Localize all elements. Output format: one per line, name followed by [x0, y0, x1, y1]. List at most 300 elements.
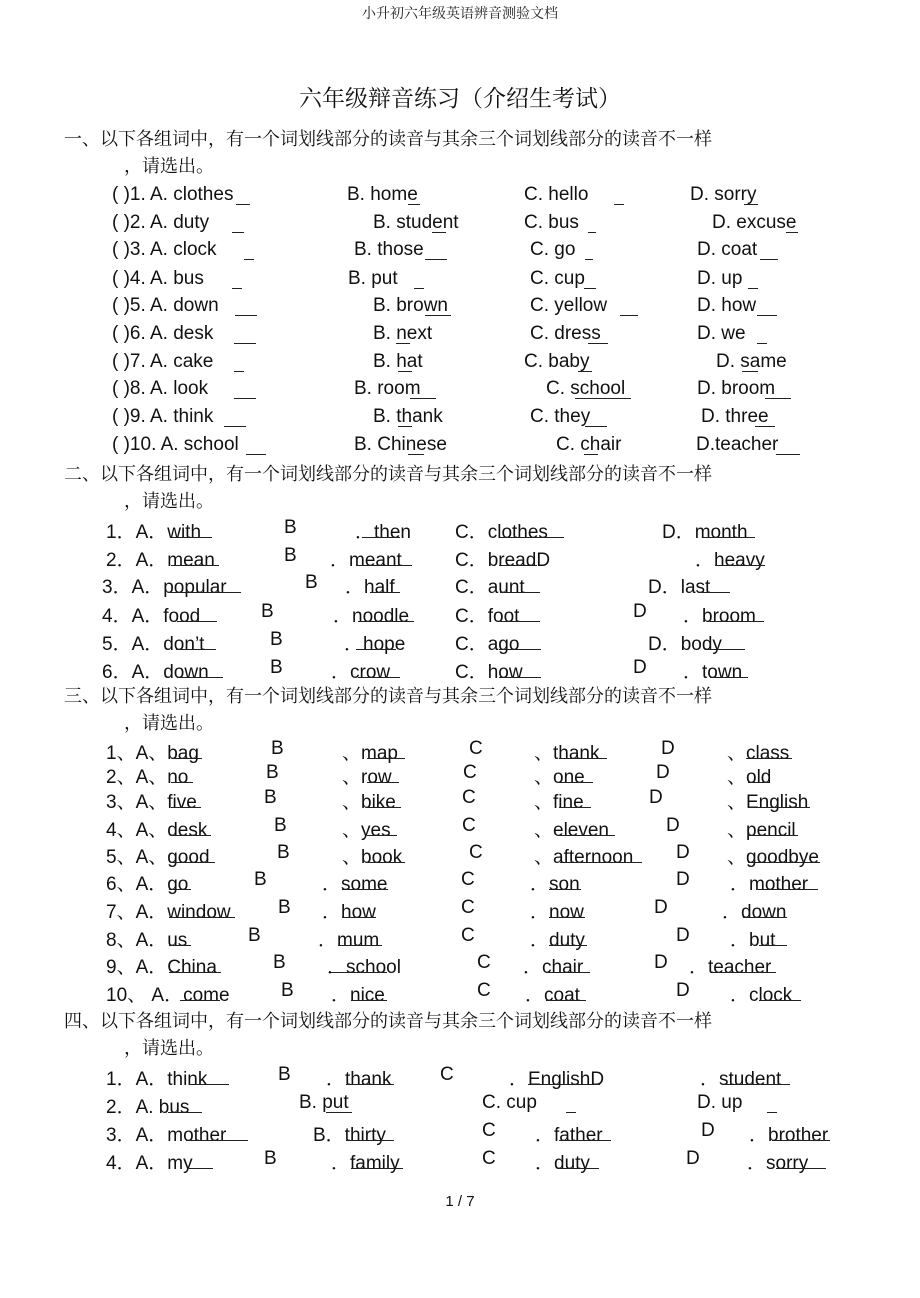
underline-mark: [744, 204, 758, 205]
section4-item-3-part-5: D: [701, 1120, 715, 1141]
section1-item-5-part-4: D. how: [697, 295, 757, 316]
underline-mark: [425, 315, 451, 316]
section3-item-10-part-4: C: [477, 980, 491, 1001]
section3-item-9-part-4: C: [477, 952, 491, 973]
underline-mark: [546, 1000, 586, 1001]
section3-item-6-part-1: 6、A．go: [106, 874, 189, 895]
section1-item-3-part-1: ( )3. A. clock: [112, 239, 217, 260]
section2-item-2-part-5: ．heavy: [695, 550, 765, 571]
section3-item-10-part-5: ．coat: [525, 985, 580, 1006]
underline-mark: [760, 259, 778, 260]
section3-item-2-part-6: D: [656, 762, 670, 783]
section1-item-8-part-1: ( )8. A. look: [112, 378, 209, 399]
underline-mark: [703, 537, 755, 538]
instruction-2-line2: ，请选出。: [124, 491, 214, 512]
section1-item-1-part-4: D. sorry: [690, 184, 757, 205]
instruction-3-line1: 三、以下各组词中，有一个词划线部分的读音与其余三个词划线部分的读音不一样: [64, 686, 712, 707]
section3-item-4-part-4: C: [462, 815, 476, 836]
underline-mark: [338, 945, 382, 946]
section3-item-8-part-7: ．but: [730, 930, 776, 951]
instruction-1-line2: ，请选出。: [124, 156, 214, 177]
underline-mark: [398, 371, 412, 372]
section1-item-4-part-4: D. up: [697, 268, 743, 289]
underline-mark: [186, 1140, 248, 1141]
section1-item-3-part-3: C. go: [530, 239, 576, 260]
underline-mark: [765, 398, 791, 399]
section3-item-7-part-5: ．now: [530, 902, 584, 923]
section3-item-3-part-6: D: [649, 787, 663, 808]
underline-mark: [559, 1140, 611, 1141]
section3-item-10-part-7: ．clock: [730, 985, 793, 1006]
section2-item-4-part-4: C．foot: [455, 606, 520, 627]
section3-item-3-part-7: 、English: [727, 792, 809, 813]
underline-mark: [358, 621, 414, 622]
section3-item-6-part-6: D: [676, 869, 690, 890]
section4-item-4-part-1: 4．A．my: [106, 1153, 193, 1174]
section4-item-1-part-3: ．thank: [326, 1069, 392, 1090]
underline-mark: [712, 972, 776, 973]
underline-mark: [755, 426, 775, 427]
section2-item-2-part-4: C．breadD: [455, 550, 551, 571]
underline-mark: [346, 1084, 394, 1085]
underline-mark: [559, 807, 591, 808]
section4-item-1-part-4: C: [440, 1064, 454, 1085]
underline-mark: [362, 537, 400, 538]
underline-mark: [500, 621, 540, 622]
underline-mark: [584, 454, 598, 455]
section3-item-5-part-3: 、book: [342, 847, 403, 868]
underline-mark: [560, 862, 642, 863]
section3-item-3-part-4: C: [462, 787, 476, 808]
section1-item-7-part-2: B. hat: [373, 351, 423, 372]
section2-item-5-part-2: B: [270, 629, 283, 650]
section1-item-10-part-2: B. Chinese: [354, 434, 447, 455]
section2-item-6-part-4: C．how: [455, 662, 523, 683]
underline-mark: [549, 945, 587, 946]
underline-mark: [578, 371, 592, 372]
underline-mark: [367, 862, 405, 863]
instruction-2-line1: 二、以下各组词中，有一个词划线部分的读音与其余三个词划线部分的读音不一样: [64, 464, 712, 485]
section3-item-4-part-5: 、eleven: [534, 820, 609, 841]
underline-mark: [170, 537, 212, 538]
section3-item-9-part-5: ．chair: [523, 957, 584, 978]
underline-mark: [710, 677, 748, 678]
underline-mark: [367, 807, 401, 808]
section3-item-9-part-6: D: [654, 952, 668, 973]
underline-mark: [748, 862, 820, 863]
section3-item-2-part-5: 、one: [534, 767, 585, 788]
section3-item-2-part-4: C: [463, 762, 477, 783]
section3-item-7-part-1: 7、A．window: [106, 902, 231, 923]
section2-item-1-part-1: 1．A．with: [106, 522, 202, 543]
section2-item-3-part-1: 3．A．popular: [102, 577, 227, 598]
underline-mark: [742, 371, 758, 372]
section1-item-10-part-4: D.teacher: [696, 434, 779, 455]
section4-item-3-part-1: 3．A．mother: [106, 1125, 227, 1146]
section3-item-10-part-6: D: [676, 980, 690, 1001]
section3-item-4-part-7: 、pencil: [727, 820, 796, 841]
underline-mark: [746, 758, 792, 759]
section4-item-4-part-6: D: [686, 1148, 700, 1169]
underline-mark: [172, 758, 202, 759]
underline-mark: [575, 398, 631, 399]
section3-item-2-part-2: B: [266, 762, 279, 783]
underline-mark: [432, 232, 446, 233]
section3-item-4-part-2: B: [274, 815, 287, 836]
underline-mark: [189, 1084, 229, 1085]
section2-item-3-part-5: D．last: [648, 577, 711, 598]
underline-mark: [398, 426, 412, 427]
underline-mark: [414, 288, 424, 289]
section4-item-4-part-5: ．duty: [535, 1153, 590, 1174]
underline-mark: [705, 649, 745, 650]
section2-item-2-part-1: 2．A．mean: [106, 550, 215, 571]
section3-item-8-part-2: B: [248, 925, 261, 946]
section3-item-9-part-1: 9、A．China: [106, 957, 217, 978]
section4-item-1-part-1: 1．A．think: [106, 1069, 208, 1090]
underline-mark: [559, 1168, 599, 1169]
section3-item-6-part-4: C: [461, 869, 475, 890]
page-number: 1 / 7: [445, 1193, 475, 1210]
underline-mark: [235, 315, 257, 316]
underline-mark: [326, 1112, 352, 1113]
section2-item-2-part-2: B: [284, 545, 297, 566]
section3-item-1-part-1: 1、A、bag: [106, 743, 199, 764]
underline-mark: [236, 204, 250, 205]
section1-item-2-part-2: B. student: [373, 212, 459, 233]
section3-item-1-part-2: B: [271, 738, 284, 759]
section2-item-5-part-3: ．hope: [344, 634, 406, 655]
section3-item-7-part-3: ．how: [322, 902, 376, 923]
underline-mark: [171, 565, 219, 566]
underline-mark: [370, 592, 400, 593]
underline-mark: [234, 343, 256, 344]
section3-item-5-part-1: 5、A、good: [106, 847, 210, 868]
section2-item-4-part-1: 4．A．food: [102, 606, 201, 627]
underline-mark: [171, 592, 241, 593]
instruction-1: [64, 126, 824, 180]
section3-item-8-part-4: C: [461, 925, 475, 946]
section3-item-2-part-3: 、row: [342, 767, 392, 788]
section3-item-3-part-2: B: [264, 787, 277, 808]
section1-item-2-part-3: C. bus: [524, 212, 579, 233]
underline-mark: [408, 454, 424, 455]
section2-item-4-part-2: B: [261, 601, 274, 622]
section3-item-1-part-6: D: [661, 738, 675, 759]
underline-mark: [396, 343, 410, 344]
section1-item-4-part-3: C. cup: [530, 268, 585, 289]
underline-mark: [559, 758, 607, 759]
section1-item-8-part-4: D. broom: [697, 378, 776, 399]
section3-item-1-part-4: C: [469, 738, 483, 759]
underline-mark: [620, 315, 638, 316]
instruction-4-line2: ，请选出。: [124, 1038, 214, 1059]
section3-item-3-part-5: 、fine: [534, 792, 584, 813]
section3-item-6-part-2: B: [254, 869, 267, 890]
section4-item-3-part-3: C: [482, 1120, 496, 1141]
underline-mark: [342, 889, 388, 890]
section3-item-5-part-2: B: [277, 842, 290, 863]
underline-mark: [177, 621, 217, 622]
section3-item-8-part-1: 8、A．us: [106, 930, 188, 951]
section4-item-3-part-4: ．father: [535, 1125, 603, 1146]
section3-item-4-part-1: 4、A、desk: [106, 820, 208, 841]
section1-item-3-part-2: B. those: [354, 239, 424, 260]
section1-item-4-part-2: B. put: [348, 268, 398, 289]
underline-mark: [549, 917, 585, 918]
section3-item-10-part-3: ．nice: [331, 985, 385, 1006]
section4-item-2-part-2: B. put: [299, 1092, 349, 1113]
underline-mark: [767, 1112, 777, 1113]
section2-item-2-part-3: ．meant: [330, 550, 402, 571]
underline-mark: [748, 835, 798, 836]
instruction-3: [64, 683, 824, 737]
section1-item-1-part-3: C. hello: [524, 184, 589, 205]
section1-item-6-part-1: ( )6. A. desk: [112, 323, 214, 344]
section3-item-6-part-7: ．mother: [730, 874, 809, 895]
section2-item-6-part-1: 6．A．down: [102, 662, 209, 683]
instruction-4: [64, 1008, 824, 1062]
underline-mark: [499, 565, 537, 566]
section1-item-2-part-1: ( )2. A. duty: [112, 212, 210, 233]
underline-mark: [171, 835, 211, 836]
underline-mark: [356, 565, 412, 566]
underline-mark: [180, 1000, 220, 1001]
section1-item-1-part-2: B. home: [347, 184, 418, 205]
underline-mark: [786, 232, 798, 233]
section2-item-6-part-3: ．crow: [331, 662, 391, 683]
underline-mark: [425, 259, 447, 260]
section3-item-7-part-4: C: [461, 897, 475, 918]
underline-mark: [588, 343, 608, 344]
underline-mark: [715, 565, 765, 566]
underline-mark: [351, 1168, 403, 1169]
section4-item-2-part-3: C. cup: [482, 1092, 537, 1113]
section4-item-2-part-1: 2．A. bus: [106, 1097, 190, 1118]
underline-mark: [177, 677, 223, 678]
section1-item-5-part-3: C. yellow: [530, 295, 608, 316]
section4-item-4-part-3: ．family: [331, 1153, 400, 1174]
section3-item-4-part-3: 、yes: [342, 820, 391, 841]
section3-item-5-part-5: 、afternoon: [534, 847, 634, 868]
instruction-3-line2: ，请选出。: [124, 713, 214, 734]
instruction-1-line1: 一、以下各组词中，有一个词划线部分的读音与其余三个词划线部分的读音不一样: [64, 129, 712, 150]
section3-item-2-part-7: 、old: [727, 767, 772, 788]
underline-mark: [776, 454, 800, 455]
section1-item-6-part-3: C. dress: [530, 323, 601, 344]
underline-mark: [499, 677, 541, 678]
underline-mark: [528, 1084, 600, 1085]
section2-item-5-part-1: 5．A．don’t: [102, 634, 205, 655]
underline-mark: [588, 232, 596, 233]
section4-item-3-part-2: B．thirty: [313, 1125, 386, 1146]
underline-mark: [772, 1140, 830, 1141]
section3-item-10-part-2: B: [281, 980, 294, 1001]
section4-item-1-part-5: ．EnglishD: [509, 1069, 605, 1090]
underline-mark: [367, 758, 405, 759]
section1-item-6-part-4: D. we: [697, 323, 746, 344]
section4-item-2-part-4: D. up: [697, 1092, 743, 1113]
underline-mark: [584, 288, 596, 289]
underline-mark: [585, 426, 607, 427]
underline-mark: [559, 782, 593, 783]
underline-mark: [710, 621, 764, 622]
underline-mark: [585, 259, 593, 260]
underline-mark: [169, 917, 235, 918]
underline-mark: [724, 1084, 790, 1085]
underline-mark: [169, 972, 221, 973]
section1-item-10-part-1: ( )10. A. school: [112, 434, 239, 455]
section3-item-8-part-3: ．mum: [318, 930, 380, 951]
underline-mark: [759, 1000, 801, 1001]
section2-item-6-part-2: B: [270, 657, 283, 678]
section1-item-7-part-1: ( )7. A. cake: [112, 351, 214, 372]
section1-item-2-part-4: D. excuse: [712, 212, 797, 233]
section3-item-7-part-2: B: [278, 897, 291, 918]
underline-mark: [559, 835, 615, 836]
underline-mark: [566, 1112, 576, 1113]
section3-item-1-part-3: 、map: [342, 743, 398, 764]
section1-item-3-part-4: D. coat: [697, 239, 758, 260]
underline-mark: [358, 677, 400, 678]
section3-item-7-part-7: ．down: [722, 902, 787, 923]
section3-item-8-part-5: ．duty: [530, 930, 585, 951]
underline-mark: [171, 782, 193, 783]
underline-mark: [246, 454, 266, 455]
underline-mark: [234, 398, 256, 399]
page-title: 六年级辩音练习（介绍生考试）: [299, 86, 621, 112]
underline-mark: [234, 371, 244, 372]
underline-mark: [346, 1140, 394, 1141]
section2-item-1-part-5: D．month: [662, 522, 748, 543]
section4-item-1-part-6: ．student: [700, 1069, 782, 1090]
underline-mark: [232, 232, 244, 233]
section3-item-10-part-1: 10、 A．come: [106, 985, 230, 1006]
section3-item-5-part-7: 、goodbye: [727, 847, 819, 868]
underline-mark: [171, 807, 201, 808]
section2-item-1-part-3: ．then: [355, 522, 411, 543]
underline-mark: [500, 592, 540, 593]
section3-item-8-part-6: D: [676, 925, 690, 946]
underline-mark: [410, 398, 436, 399]
section3-item-6-part-3: ．some: [322, 874, 388, 895]
underline-mark: [757, 343, 767, 344]
section1-item-7-part-4: D. same: [716, 351, 787, 372]
underline-mark: [757, 315, 777, 316]
underline-mark: [367, 835, 397, 836]
section1-item-7-part-3: C. baby: [524, 351, 590, 372]
section2-item-4-part-3: ．noodle: [333, 606, 410, 627]
section1-item-8-part-2: B. room: [354, 378, 421, 399]
underline-mark: [500, 537, 564, 538]
underline-mark: [758, 889, 818, 890]
section1-item-5-part-2: B. brown: [373, 295, 448, 316]
underline-mark: [331, 972, 387, 973]
underline-mark: [499, 649, 541, 650]
underline-mark: [169, 889, 191, 890]
section2-item-6-part-5: D: [633, 657, 647, 678]
underline-mark: [367, 782, 399, 783]
section3-item-2-part-1: 2、A、no: [106, 767, 189, 788]
section4-item-1-part-2: B: [278, 1064, 291, 1085]
section4-item-3-part-6: ．brother: [749, 1125, 829, 1146]
section1-item-10-part-3: C. chair: [556, 434, 622, 455]
section1-item-9-part-2: B. thank: [373, 406, 443, 427]
underline-mark: [189, 1168, 213, 1169]
underline-mark: [748, 807, 810, 808]
section3-item-4-part-6: D: [666, 815, 680, 836]
section3-item-7-part-6: D: [654, 897, 668, 918]
section3-item-3-part-1: 3、A、five: [106, 792, 197, 813]
underline-mark: [759, 945, 787, 946]
section2-item-4-part-6: ．broom: [683, 606, 756, 627]
section1-item-5-part-1: ( )5. A. down: [112, 295, 219, 316]
underline-mark: [776, 1168, 826, 1169]
instruction-4-line1: 四、以下各组词中，有一个词划线部分的读音与其余三个词划线部分的读音不一样: [64, 1011, 712, 1032]
underline-mark: [748, 782, 770, 783]
underline-mark: [549, 889, 581, 890]
underline-mark: [356, 649, 396, 650]
section2-item-4-part-5: D: [633, 601, 647, 622]
section3-item-6-part-5: ．son: [530, 874, 580, 895]
section2-item-3-part-2: B: [305, 572, 318, 593]
section4-item-4-part-7: ．sorry: [747, 1153, 809, 1174]
section2-item-1-part-2: B: [284, 517, 297, 538]
underline-mark: [171, 862, 215, 863]
section2-item-5-part-5: D．body: [648, 634, 722, 655]
section3-item-9-part-2: B: [273, 952, 286, 973]
section3-item-5-part-6: D: [676, 842, 690, 863]
section3-item-5-part-4: C: [469, 842, 483, 863]
underline-mark: [614, 204, 624, 205]
underline-mark: [546, 972, 590, 973]
section2-item-6-part-6: ．town: [683, 662, 743, 683]
section1-item-9-part-4: D. three: [701, 406, 769, 427]
section2-item-3-part-3: ．half: [345, 577, 395, 598]
underline-mark: [351, 1000, 387, 1001]
underline-mark: [698, 592, 730, 593]
section1-item-8-part-3: C. school: [546, 378, 626, 399]
section1-item-6-part-2: B. next: [373, 323, 433, 344]
document-header: 小升初六年级英语辨音测验文档: [362, 6, 558, 22]
underline-mark: [169, 945, 191, 946]
section1-item-9-part-1: ( )9. A. think: [112, 406, 214, 427]
section3-item-1-part-7: 、class: [727, 743, 790, 764]
section1-item-9-part-3: C. they: [530, 406, 591, 427]
underline-mark: [168, 1112, 202, 1113]
underline-mark: [176, 649, 216, 650]
section2-item-1-part-4: C．clothes: [455, 522, 548, 543]
underline-mark: [342, 917, 376, 918]
section3-item-3-part-3: 、bike: [342, 792, 396, 813]
underline-mark: [408, 204, 420, 205]
section3-item-1-part-5: 、thank: [534, 743, 600, 764]
section4-item-4-part-4: C: [482, 1148, 496, 1169]
section3-item-9-part-3: ．school: [327, 957, 401, 978]
instruction-2: [64, 461, 824, 515]
section4-item-4-part-2: B: [264, 1148, 277, 1169]
underline-mark: [232, 288, 242, 289]
section2-item-3-part-4: C．aunt: [455, 577, 525, 598]
section1-item-4-part-1: ( )4. A. bus: [112, 268, 204, 289]
underline-mark: [244, 259, 254, 260]
section3-item-9-part-7: ．teacher: [689, 957, 772, 978]
underline-mark: [748, 288, 758, 289]
section2-item-5-part-4: C．ago: [455, 634, 520, 655]
section1-item-1-part-1: ( )1. A. clothes: [112, 184, 234, 205]
underline-mark: [743, 917, 787, 918]
underline-mark: [224, 426, 246, 427]
